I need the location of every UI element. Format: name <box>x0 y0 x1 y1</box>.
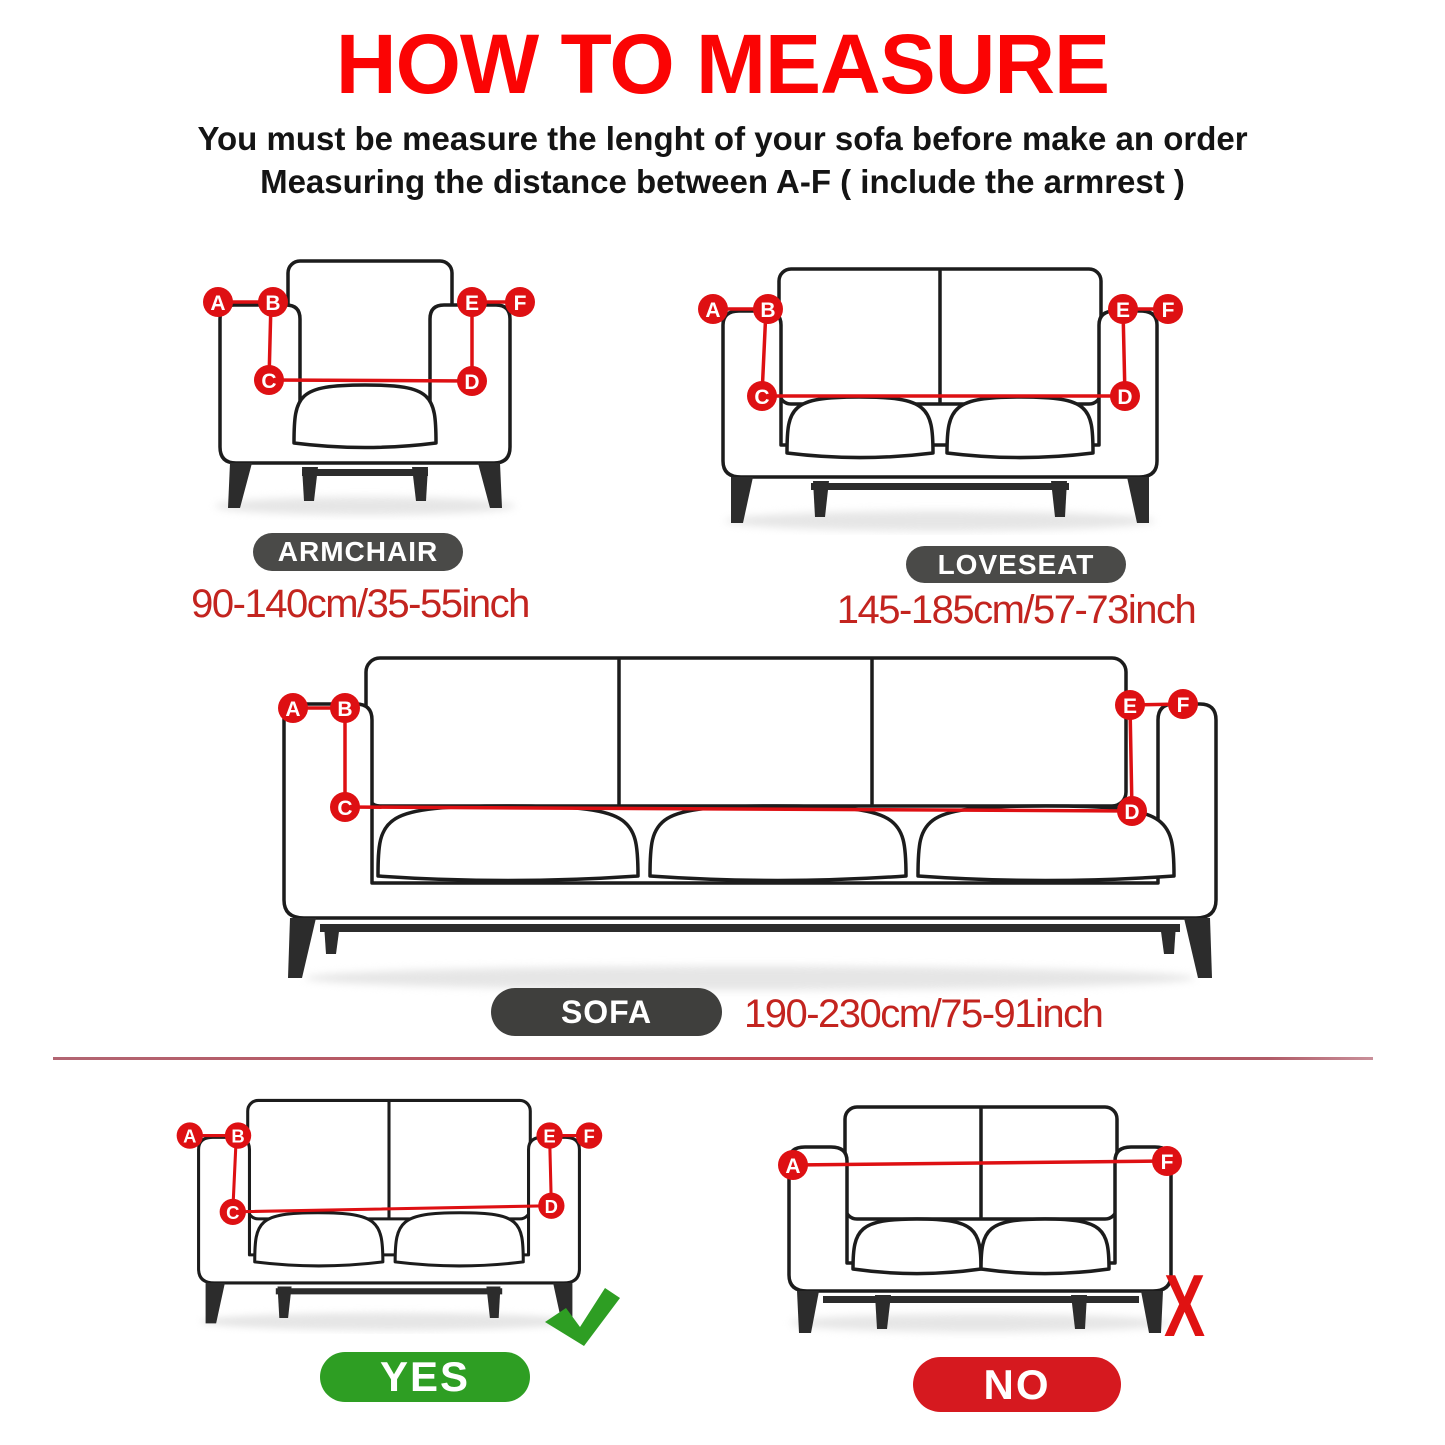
measure-point-e <box>457 287 487 317</box>
measure-point-d <box>1117 796 1147 826</box>
floor-shadow <box>200 1313 577 1331</box>
measure-point-a <box>778 1150 808 1180</box>
seat-cushion <box>255 1213 383 1266</box>
svg-text:D: D <box>1124 801 1140 824</box>
svg-text:E: E <box>1115 299 1131 322</box>
correct-measurement-diagram <box>174 1088 604 1334</box>
x-icon: X <box>1164 1256 1206 1355</box>
measure-point-f <box>1153 294 1183 324</box>
measure-point-b <box>225 1122 251 1148</box>
measure-point-f <box>1152 1146 1182 1176</box>
floor-shadow <box>305 966 1195 990</box>
leg-rail <box>276 1288 502 1294</box>
leg <box>206 1283 225 1323</box>
leg <box>1160 924 1176 954</box>
leg-rail <box>320 924 1180 932</box>
leg <box>1051 481 1067 517</box>
leg <box>1184 918 1212 978</box>
svg-text:B: B <box>231 1125 245 1147</box>
svg-text:D: D <box>464 371 480 394</box>
leg <box>1127 477 1149 523</box>
no-badge: NO <box>913 1357 1121 1412</box>
svg-text:B: B <box>265 292 281 315</box>
loveseat-diagram <box>695 255 1185 535</box>
svg-text:B: B <box>337 698 353 721</box>
section-divider <box>53 1057 1373 1060</box>
measure-point-f <box>1168 689 1198 719</box>
seat-cushion <box>947 397 1093 458</box>
measure-point-a <box>177 1122 203 1148</box>
svg-text:A: A <box>183 1125 197 1147</box>
measure-point-b <box>330 693 360 723</box>
leg <box>288 918 316 978</box>
loveseat-label-badge: LOVESEAT <box>906 546 1126 583</box>
page-title: HOW TO MEASURE <box>335 17 1110 111</box>
yes-badge: YES <box>320 1352 530 1402</box>
svg-text:D: D <box>1117 386 1133 409</box>
seat-cushion <box>787 397 933 458</box>
svg-text:A: A <box>210 292 226 315</box>
checkmark-icon <box>543 1286 621 1348</box>
measure-point-b <box>258 287 288 317</box>
measure-point-d <box>538 1193 564 1219</box>
armchair-diagram <box>190 245 540 520</box>
measure-point-c <box>330 792 360 822</box>
measure-point-e <box>1108 294 1138 324</box>
sofa-size-range: 190-230cm/75-91inch <box>744 992 1103 1036</box>
measure-point-a <box>203 287 233 317</box>
measure-point-d <box>457 366 487 396</box>
wrong-measurement-diagram <box>775 1095 1195 1340</box>
leg-rail <box>823 1296 1139 1303</box>
subtitle <box>0 118 1445 204</box>
seat-cushion <box>294 385 436 448</box>
leg <box>324 924 340 954</box>
svg-text:A: A <box>705 299 721 322</box>
seat-cushion <box>395 1213 523 1266</box>
seat-cushion <box>378 806 638 881</box>
measure-point-d <box>1110 381 1140 411</box>
measure-point-a <box>698 294 728 324</box>
leg <box>278 1286 292 1318</box>
measure-point-b <box>753 294 783 324</box>
measure-point-f <box>505 287 535 317</box>
measure-point-c <box>220 1199 246 1225</box>
leg-rail <box>811 483 1069 490</box>
seat-cushion <box>650 806 906 881</box>
svg-text:B: B <box>760 299 776 322</box>
svg-text:E: E <box>464 292 480 315</box>
svg-text:E: E <box>543 1125 556 1147</box>
leg-rail <box>302 469 428 476</box>
armchair-label-badge: ARMCHAIR <box>253 533 463 571</box>
floor-shadow <box>725 511 1155 531</box>
loveseat-size-range: 145-185cm/57-73inch <box>836 588 1196 632</box>
measure-point-e <box>1115 690 1145 720</box>
sofa-diagram <box>270 648 1230 998</box>
svg-text:F: F <box>513 292 527 315</box>
svg-text:C: C <box>754 386 770 409</box>
svg-text:C: C <box>337 797 353 820</box>
svg-text:C: C <box>261 370 277 393</box>
svg-text:F: F <box>1160 1151 1174 1174</box>
sofa-label-badge: SOFA <box>491 988 722 1036</box>
svg-text:E: E <box>1122 695 1138 718</box>
leg <box>412 467 428 501</box>
svg-text:F: F <box>1161 299 1175 322</box>
leg <box>813 481 829 517</box>
floor-shadow <box>790 1314 1170 1332</box>
svg-text:C: C <box>226 1201 240 1223</box>
leg <box>731 477 753 523</box>
measure-point-f <box>576 1122 602 1148</box>
armchair-size-range: 90-140cm/35-55inch <box>191 582 529 626</box>
seat-cushion <box>981 1219 1109 1274</box>
svg-text:A: A <box>785 1155 801 1178</box>
svg-text:D: D <box>544 1195 558 1217</box>
svg-text:F: F <box>583 1125 595 1147</box>
svg-text:F: F <box>1176 694 1190 717</box>
measure-point-a <box>278 693 308 723</box>
floor-shadow <box>215 497 515 515</box>
seat-cushion <box>853 1219 981 1274</box>
subtitle-line-1: You must be measure the lenght of your sofa before make an order <box>197 120 1248 157</box>
measure-point-c <box>747 381 777 411</box>
leg <box>486 1286 500 1318</box>
measure-point-c <box>254 365 284 395</box>
leg <box>302 467 318 501</box>
subtitle-line-2: Measuring the distance between A-F ( include the armrest ) <box>260 162 1185 200</box>
svg-text:A: A <box>285 698 301 721</box>
measure-point-e <box>536 1122 562 1148</box>
back-cushions <box>366 658 1126 806</box>
